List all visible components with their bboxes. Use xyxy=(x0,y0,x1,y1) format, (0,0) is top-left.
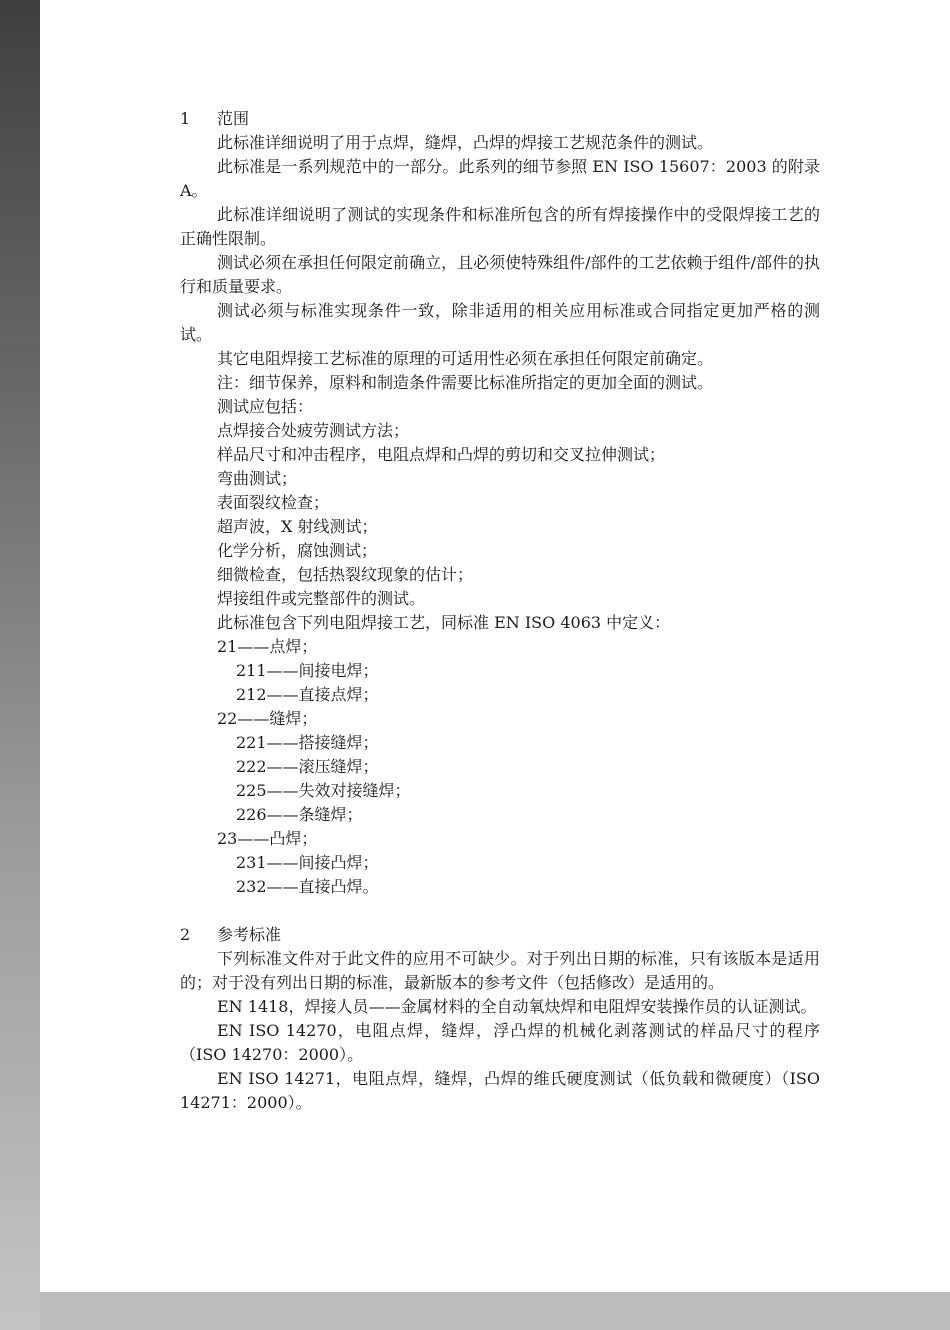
process-subitem: 226——条缝焊； xyxy=(236,805,363,824)
process-subitem: 232——直接凸焊。 xyxy=(236,877,379,896)
paragraph: 测试必须与标准实现条件一致，除非适用的相关应用标准或合同指定更加严格的测试。 xyxy=(180,301,820,344)
paragraph: 此标准详细说明了测试的实现条件和标准所包含的所有焊接操作中的受限焊接工艺的正确性限制。 xyxy=(180,205,820,248)
process-subitem: 221——搭接缝焊； xyxy=(236,733,379,752)
reference-item: EN ISO 14270，电阻点焊，缝焊，浮凸焊的机械化剥落测试的样品尺寸的程序（ISO 14270：2000）。 xyxy=(180,1021,820,1064)
section-title: 参考标准 xyxy=(217,925,282,944)
test-item: 弯曲测试； xyxy=(217,469,298,488)
document-body xyxy=(180,107,820,1115)
bottom-gray-band xyxy=(40,1292,950,1330)
paragraph: 下列标准文件对于此文件的应用不可缺少。对于列出日期的标准，只有该版本是适用的；对于没有列出日期的标准，最新版本的参考文件（包括修改）是适用的。 xyxy=(180,949,820,992)
paragraph: 测试必须在承担任何限定前确立，且必须使特殊组件/部件的工艺依赖于组件/部件的执行和质量要求。 xyxy=(180,253,820,296)
test-item: 焊接组件或完整部件的测试。 xyxy=(217,589,426,608)
process-subitem: 212——直接点焊； xyxy=(236,685,379,704)
section-title: 范围 xyxy=(217,109,250,128)
section-spacer xyxy=(180,899,820,923)
test-item: 超声波，X 射线测试； xyxy=(217,517,378,536)
paragraph: 此标准详细说明了用于点焊，缝焊，凸焊的焊接工艺规范条件的测试。 xyxy=(217,133,714,152)
reference-item: EN ISO 14271，电阻点焊，缝焊，凸焊的维氏硬度测试（低负载和微硬度）（ISO 14271：2000）。 xyxy=(180,1069,820,1112)
process-subitem: 211——间接电焊； xyxy=(236,661,379,680)
section-1-heading xyxy=(180,107,820,131)
left-gray-band xyxy=(0,0,40,1330)
section-number: 2 xyxy=(180,925,191,944)
test-item: 化学分析，腐蚀测试； xyxy=(217,541,378,560)
process-item: 21——点焊； xyxy=(217,637,318,656)
process-item: 23——凸焊； xyxy=(217,829,318,848)
paragraph: 其它电阻焊接工艺标准的原理的可适用性必须在承担任何限定前确定。 xyxy=(217,349,714,368)
reference-item: EN 1418，焊接人员——金属材料的全自动氧炔焊和电阻焊安装操作员的认证测试。 xyxy=(217,997,817,1016)
process-item: 22——缝焊； xyxy=(217,709,318,728)
process-subitem: 231——间接凸焊； xyxy=(236,853,379,872)
process-subitem: 222——滚压缝焊； xyxy=(236,757,379,776)
test-item: 表面裂纹检查； xyxy=(217,493,330,512)
section-number: 1 xyxy=(180,109,191,128)
process-intro: 此标准包含下列电阻焊接工艺，同标准 EN ISO 4063 中定义： xyxy=(217,613,671,632)
section-2-heading xyxy=(180,923,820,947)
note: 注：细节保养，原料和制造条件需要比标准所指定的更加全面的测试。 xyxy=(217,373,714,392)
paragraph: 此标准是一系列规范中的一部分。此系列的细节参照 EN ISO 15607：2003 的附录 A。 xyxy=(180,157,820,200)
test-item: 点焊接合处疲劳测试方法； xyxy=(217,421,410,440)
tests-intro: 测试应包括： xyxy=(217,397,314,416)
process-subitem: 225——失效对接缝焊； xyxy=(236,781,411,800)
test-item: 细微检查，包括热裂纹现象的估计； xyxy=(217,565,474,584)
test-item: 样品尺寸和冲击程序，电阻点焊和凸焊的剪切和交叉拉伸测试； xyxy=(217,445,666,464)
